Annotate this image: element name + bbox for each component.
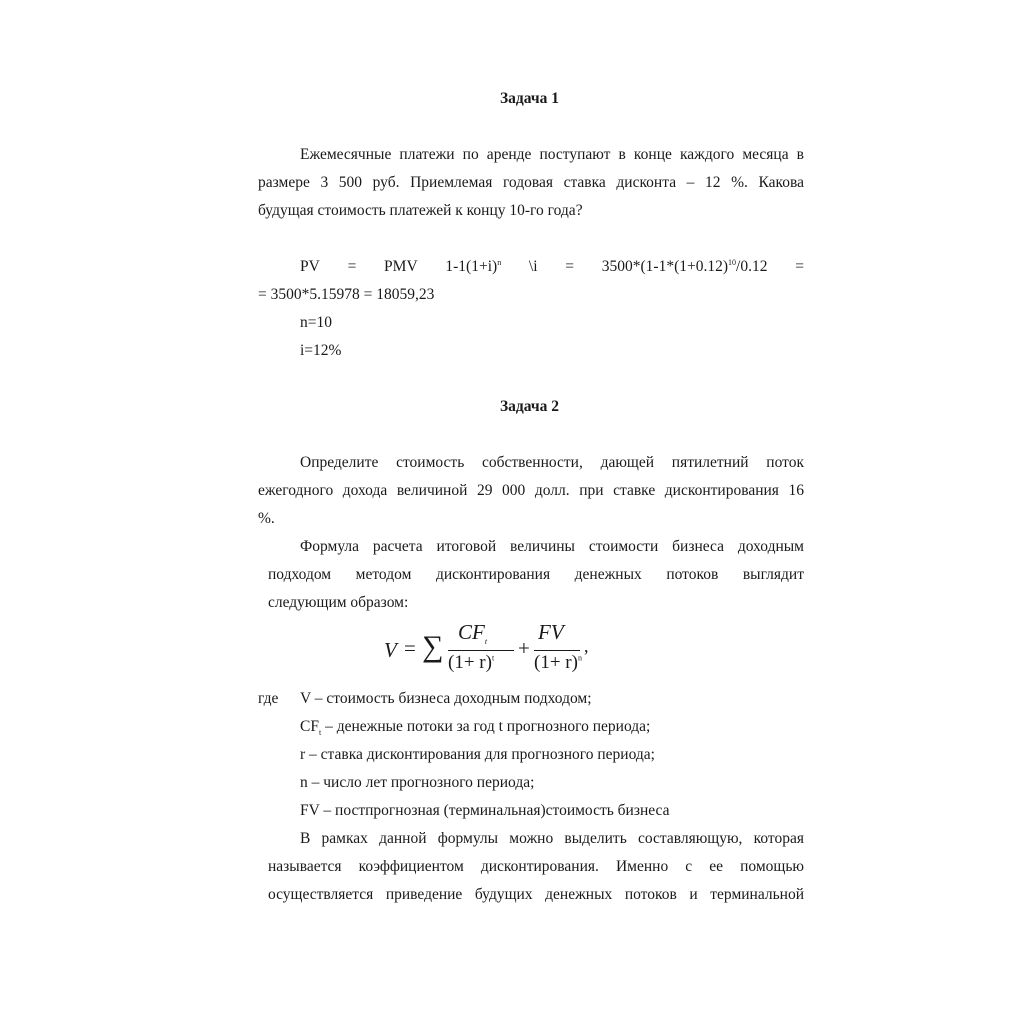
task2-paragraph-line: %. <box>258 510 275 527</box>
def-cf: $CF_t$ – денежные потоки за год t прогнозного периода; <box>300 718 651 738</box>
formula-lhs: V <box>384 638 397 662</box>
formula-fraction-bar <box>534 650 580 651</box>
formula-den1: $(1+ r)^t$ <box>448 652 495 673</box>
def-v: V – стоимость бизнеса доходным подходом; <box>300 690 592 707</box>
task2-paragraph-line: Формула расчета итоговой величины стоимости бизнеса доходным <box>300 538 804 555</box>
dcf-formula <box>380 620 600 680</box>
def-n: n – число лет прогнозного периода; <box>300 774 535 791</box>
def-fv: FV – постпрогнозная (терминальная)стоимость бизнеса <box>300 802 670 819</box>
calc-eq: = <box>795 258 804 275</box>
formula-plus: + <box>518 636 530 660</box>
task2-paragraph-line: подходом методом дисконтирования денежных потоков выглядит <box>268 566 804 583</box>
task2-paragraph-line: следующим образом: <box>268 594 409 611</box>
task2-paragraph-line: Определите стоимость собственности, дающей пятилетний поток <box>300 454 804 471</box>
task2-paragraph-line: В рамках данной формулы можно выделить составляющую, которая <box>300 830 804 847</box>
formula-equals: = <box>404 636 416 660</box>
task1-paragraph-line: Ежемесячные платежи по аренде поступают в конце каждого месяца в <box>300 146 804 163</box>
calc-eq: = <box>565 258 575 275</box>
formula-den2: $(1+ r)^n$ <box>534 652 582 673</box>
calc-slash-i: \i <box>528 258 538 275</box>
task1-n-value: n=10 <box>300 314 332 331</box>
formula-num1: $CF_t$ <box>458 620 488 647</box>
task2-heading: Задача 2 <box>500 398 560 415</box>
formula-num2: FV <box>538 620 564 644</box>
calc-pmv: PMV <box>384 258 418 275</box>
task1-i-value: i=12% <box>300 342 342 359</box>
formula-sigma: ∑ <box>422 630 444 663</box>
task1-calc-result: = 3500*5.15978 = 18059,23 <box>258 286 435 303</box>
formula-fraction-bar <box>448 650 514 651</box>
formula-comma: , <box>584 636 589 656</box>
calc-eq: = <box>347 258 357 275</box>
task2-paragraph-line: осуществляется приведение будущих денежных потоков и терминальной <box>268 886 804 903</box>
task2-paragraph-line: ежегодного дохода величиной 29 000 долл. при ставке дисконтирования 16 <box>258 482 804 499</box>
calc-pv: PV <box>300 258 320 275</box>
task1-paragraph-line: будущая стоимость платежей к концу 10-го года? <box>258 202 583 219</box>
calc-term2: $3500*(1-1*(1+0.12)^{10}/0.12$ <box>601 257 768 275</box>
task1-calc-line <box>300 258 804 276</box>
task2-paragraph-line: называется коэффициентом дисконтирования. Именно с ее помощью <box>268 858 804 875</box>
calc-term1: $1-1(1+i)^n$ <box>445 257 502 275</box>
where-label: где <box>258 690 279 707</box>
task1-paragraph-line: размере 3 500 руб. Приемлемая годовая ставка дисконта – 12 %. Какова <box>258 174 804 191</box>
task1-heading: Задача 1 <box>500 90 560 107</box>
def-r: r – ставка дисконтирования для прогнозного периода; <box>300 746 655 763</box>
